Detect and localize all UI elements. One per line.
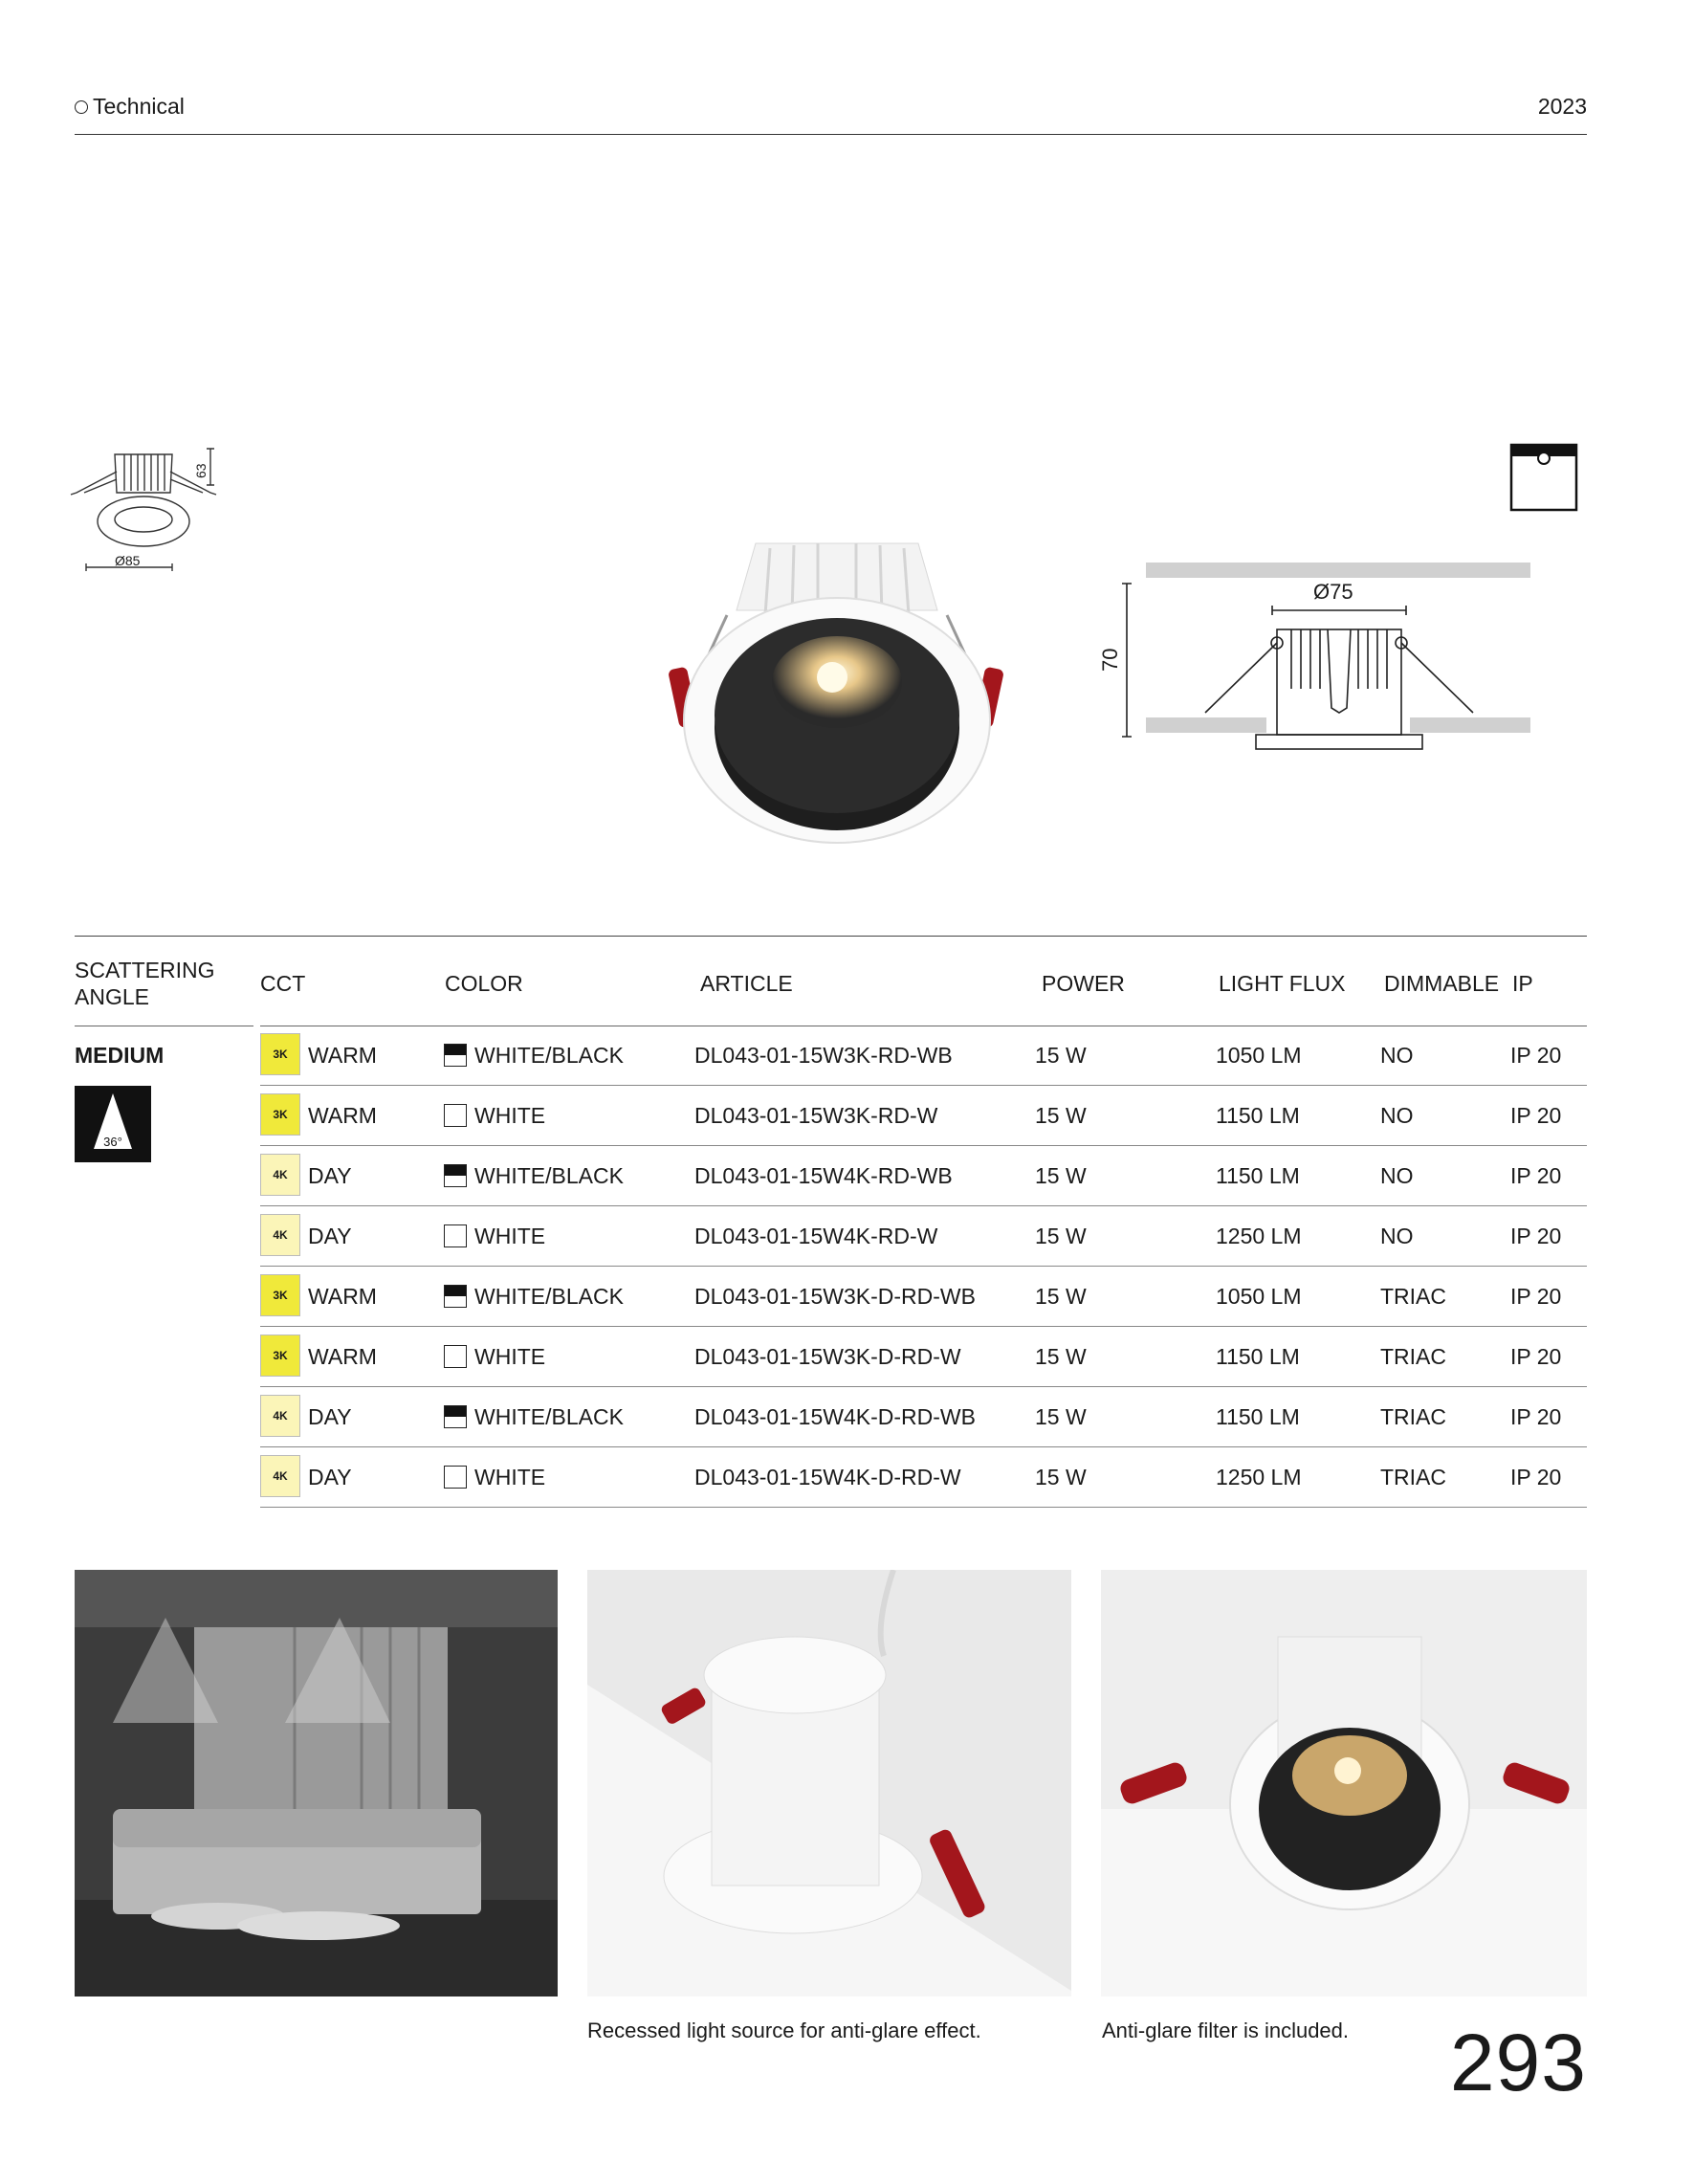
cct-label: DAY (308, 1464, 352, 1489)
light-flux-value: 1250 LM (1216, 1464, 1302, 1489)
dimmable-value: NO (1380, 1042, 1414, 1068)
table-row (260, 1086, 1587, 1146)
color-label: WHITE/BLACK (474, 1283, 624, 1309)
room-photo (75, 1570, 558, 1996)
color-swatch-icon (444, 1224, 467, 1247)
table-row (260, 1146, 1587, 1206)
dimmable-value: NO (1380, 1102, 1414, 1128)
circle-icon (75, 100, 88, 114)
table-row (260, 1327, 1587, 1387)
color-swatch-icon (444, 1104, 467, 1127)
cutout-diameter-label: Ø75 (1313, 580, 1353, 604)
article-code: DL043-01-15W4K-D-RD-WB (694, 1403, 976, 1429)
header-light-flux: LIGHT FLUX (1219, 971, 1346, 996)
ip-value: IP 20 (1510, 1162, 1562, 1188)
light-flux-value: 1050 LM (1216, 1042, 1302, 1068)
color-label: WHITE/BLACK (474, 1162, 624, 1188)
dimmable-value: TRIAC (1380, 1343, 1446, 1369)
dimmable-value: TRIAC (1380, 1464, 1446, 1489)
cct-label: WARM (308, 1102, 377, 1128)
section-title: Technical (93, 94, 185, 119)
product-image (660, 524, 1014, 854)
color-swatch-icon (444, 1405, 467, 1428)
cct-badge: 4K (260, 1395, 300, 1437)
cct-badge: 4K (260, 1154, 300, 1196)
header-article: ARTICLE (700, 971, 793, 996)
article-code: DL043-01-15W3K-RD-W (694, 1102, 938, 1128)
power-value: 15 W (1035, 1102, 1087, 1128)
table-row (260, 1387, 1587, 1447)
color-label: WHITE (474, 1102, 546, 1128)
anti-glare-photo (1101, 1570, 1587, 1996)
light-flux-value: 1150 LM (1216, 1162, 1300, 1188)
article-code: DL043-01-15W4K-D-RD-W (694, 1464, 961, 1489)
beam-angle-label: 36° (103, 1135, 122, 1149)
dimmable-value: NO (1380, 1162, 1414, 1188)
page-number: 293 (1449, 2018, 1587, 2107)
dimmable-value: TRIAC (1380, 1283, 1446, 1309)
ip-value: IP 20 (1510, 1102, 1562, 1128)
table-row (260, 1026, 1587, 1086)
power-value: 15 W (1035, 1464, 1087, 1489)
ip-value: IP 20 (1510, 1223, 1562, 1248)
light-flux-value: 1250 LM (1216, 1223, 1302, 1248)
power-value: 15 W (1035, 1223, 1087, 1248)
cct-badge: 3K (260, 1033, 300, 1075)
header-power: POWER (1042, 971, 1125, 996)
color-label: WHITE (474, 1343, 546, 1369)
color-swatch-icon (444, 1164, 467, 1187)
power-value: 15 W (1035, 1343, 1087, 1369)
power-value: 15 W (1035, 1283, 1087, 1309)
cct-label: WARM (308, 1343, 377, 1369)
color-swatch-icon (444, 1044, 467, 1067)
color-swatch-icon (444, 1345, 467, 1368)
cct-label: DAY (308, 1403, 352, 1429)
color-label: WHITE/BLACK (474, 1042, 624, 1068)
ip-value: IP 20 (1510, 1042, 1562, 1068)
header-color: COLOR (445, 971, 523, 996)
dimmable-value: TRIAC (1380, 1403, 1446, 1429)
dimmable-value: NO (1380, 1223, 1414, 1248)
color-swatch-icon (444, 1466, 467, 1489)
light-flux-value: 1150 LM (1216, 1403, 1300, 1429)
power-value: 15 W (1035, 1162, 1087, 1188)
color-label: WHITE (474, 1464, 546, 1489)
ip-value: IP 20 (1510, 1343, 1562, 1369)
color-label: WHITE (474, 1223, 546, 1248)
light-flux-value: 1050 LM (1216, 1283, 1302, 1309)
cct-label: DAY (308, 1223, 352, 1248)
table-row (260, 1447, 1587, 1508)
installation-photo (587, 1570, 1071, 1996)
cct-badge: 3K (260, 1274, 300, 1316)
color-swatch-icon (444, 1285, 467, 1308)
caption-anti-glare: Anti-glare filter is included. (1102, 2019, 1350, 2042)
cct-label: WARM (308, 1042, 377, 1068)
cct-badge: 3K (260, 1335, 300, 1377)
light-flux-value: 1150 LM (1216, 1343, 1300, 1369)
small-height-label: 63 (193, 463, 209, 478)
power-value: 15 W (1035, 1403, 1087, 1429)
beam-angle-icon (75, 1086, 151, 1162)
table-row (260, 1267, 1587, 1327)
article-code: DL043-01-15W4K-RD-W (694, 1223, 938, 1248)
caption-recessed: Recessed light source for anti-glare effect. (587, 2019, 981, 2042)
color-label: WHITE/BLACK (474, 1403, 624, 1429)
light-flux-value: 1150 LM (1216, 1102, 1300, 1128)
article-code: DL043-01-15W3K-D-RD-WB (694, 1283, 976, 1309)
small-width-label: Ø85 (115, 553, 141, 568)
section-label (75, 94, 185, 120)
table-row (260, 1206, 1587, 1267)
cct-label: DAY (308, 1162, 352, 1188)
header-cct: CCT (260, 971, 306, 996)
header-divider (75, 134, 1587, 135)
cct-label: WARM (308, 1283, 377, 1309)
header-dimmable: DIMMABLE (1384, 971, 1500, 996)
power-value: 15 W (1035, 1042, 1087, 1068)
cct-badge: 4K (260, 1455, 300, 1497)
ip-value: IP 20 (1510, 1403, 1562, 1429)
cct-badge: 4K (260, 1214, 300, 1256)
table-top-rule (75, 936, 1587, 937)
installation-drawing (1081, 555, 1540, 761)
header-ip: IP (1512, 971, 1533, 996)
article-code: DL043-01-15W3K-RD-WB (694, 1042, 953, 1068)
scattering-angle-value: MEDIUM (75, 1043, 165, 1068)
article-code: DL043-01-15W4K-RD-WB (694, 1162, 953, 1188)
year-label: 2023 (1537, 94, 1587, 119)
ip-value: IP 20 (1510, 1283, 1562, 1309)
cct-badge: 3K (260, 1093, 300, 1136)
header-scattering-angle: SCATTERING ANGLE (75, 958, 215, 1009)
depth-label: 70 (1098, 648, 1122, 672)
ceiling-mount-icon (1509, 443, 1580, 514)
ip-value: IP 20 (1510, 1464, 1562, 1489)
article-code: DL043-01-15W3K-D-RD-W (694, 1343, 961, 1369)
